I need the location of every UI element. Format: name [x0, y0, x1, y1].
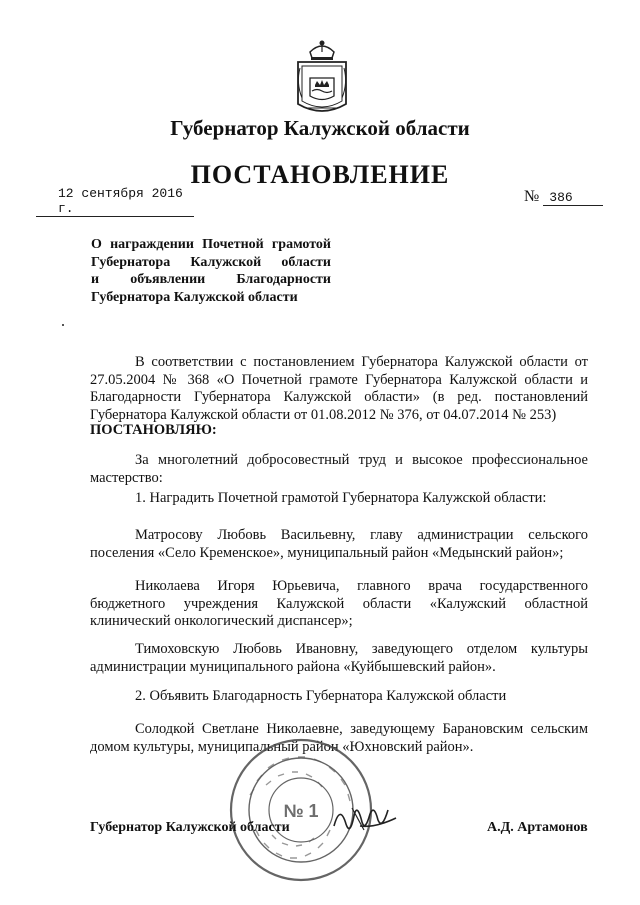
subject-line: и объявлении Благодарности: [91, 272, 331, 287]
signatory-position: Губернатор Калужской области: [90, 820, 290, 835]
document-subject: [91, 236, 331, 306]
organization-title: Губернатор Калужской области: [170, 116, 470, 140]
decree-heading: ПОСТАНОВЛЯЮ:: [90, 422, 217, 438]
document-number: 386: [543, 190, 603, 206]
scan-speck: [62, 324, 64, 326]
subject-line: Губернатора Калужской области: [91, 289, 298, 305]
award-entry-2: Николаева Игоря Юрьевича, главного врача государственного бюджетного учреждения Калужской области «Калужский областной клинический онкологический диспансер»;: [90, 578, 588, 629]
item-2: 2. Объявить Благодарность Губернатора Калужской области: [135, 688, 507, 704]
document-date: 12 сентября 2016 г.: [36, 186, 194, 217]
subject-line: О награждении Почетной грамотой: [91, 237, 331, 252]
reason-paragraph: За многолетний добросовестный труд и высокое профессиональное мастерство:: [90, 452, 588, 486]
handwritten-signature-icon: [330, 796, 400, 842]
subject-line: Губернатора Калужской области: [91, 254, 331, 270]
signatory-name: А.Д. Артамонов: [487, 820, 588, 835]
stamp-number: № 1: [283, 801, 319, 821]
award-entry-1: Матросову Любовь Васильевну, главу администрации сельского поселения «Село Кременское», муниципальный район «Медынский район»;: [90, 527, 588, 561]
number-label: №: [524, 188, 540, 205]
preamble-paragraph: В соответствии с постановлением Губернатора Калужской области от 27.05.2004 № 368 «О Почетной грамоте Губернатора Калужской области и Благодарности Губернатора Калужской области» (в ред. постановлений Губернатора Калужской области от 01.08.2012 № 376, от 04.07.2014 № 253): [90, 354, 588, 423]
item-1: 1. Наградить Почетной грамотой Губернатора Калужской области:: [135, 490, 547, 506]
thanks-entry-1: Солодкой Светлане Николаевне, заведующему Барановским сельским домом культуры, муниципальный район «Юхновский район».: [90, 721, 588, 755]
document-number-block: [524, 188, 608, 206]
award-entry-3: Тимоховскую Любовь Ивановну, заведующего отделом культуры администрации муниципального района «Куйбышевский район».: [90, 641, 588, 675]
document-type: ПОСТАНОВЛЕНИЕ: [190, 160, 450, 189]
coat-of-arms-icon: [292, 38, 352, 120]
